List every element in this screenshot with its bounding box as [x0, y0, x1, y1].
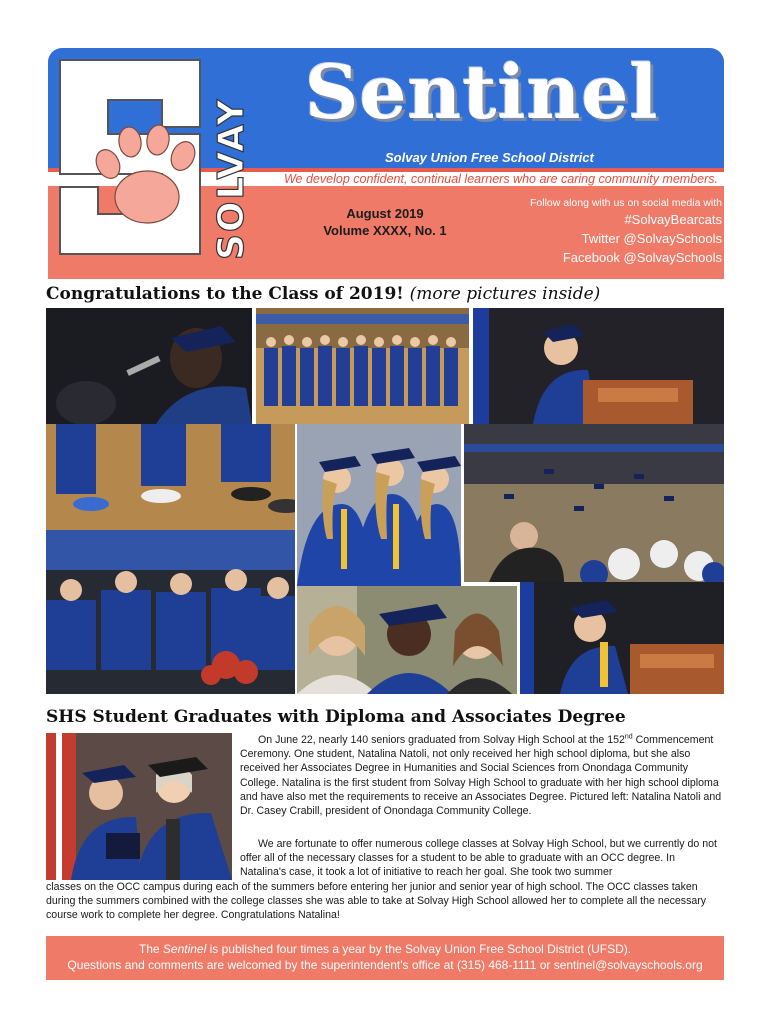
photo-seated-graduates: [46, 530, 295, 694]
logo-word-text: SOLVAY: [211, 97, 252, 260]
social-lead: Follow along with us on social media with: [529, 197, 722, 209]
solvay-s-logo: [50, 52, 215, 262]
issue-info: [300, 205, 470, 239]
article-paragraph-3: classes on the OCC campus during each of the summers before entering her junior and senior year of high school. The OCC classes taken during the summers combined with the college classes she was able to take at Solvay High School allowed her to complete all the necessary course work to complete her degree. Congratulations Natalina!: [46, 881, 707, 922]
photo-podium-boy: [520, 582, 724, 694]
social-hashtag[interactable]: #SolvayBearcats: [624, 212, 722, 227]
article-paragraph-1-a: On June 22, nearly 140 seniors graduated from Solvay High School at the 152: [258, 734, 625, 746]
photo-singer: [46, 308, 252, 424]
footer-line-1-a: The: [138, 942, 163, 956]
issue-date: August 2019: [346, 206, 424, 221]
logo-vertical-word: [205, 62, 255, 262]
article-paragraph-1: [240, 733, 722, 818]
photo-natalina-crabill: [46, 733, 232, 880]
district-name: Solvay Union Free School District: [385, 150, 594, 165]
footer-line-2[interactable]: Questions and comments are welcomed by the superintendent's office at (315) 468-1111 or sentinel@solvayschools.org: [67, 958, 703, 972]
photo-podium-speaker: [473, 308, 724, 424]
social-facebook[interactable]: Facebook @SolvaySchools: [562, 250, 722, 265]
congrats-headline: [46, 284, 600, 304]
issue-volume: Volume XXXX, No. 1: [323, 223, 447, 238]
footer-publication-name: Sentinel: [162, 942, 207, 956]
ordinal-suffix: nd: [624, 733, 633, 741]
footer-line-1: [46, 941, 724, 957]
article-paragraph-1-b: Commencement Ceremony. One student, Natalina Natoli, not only received her high school diploma, but she also received her Associates Degree in Humanities and Social Sciences from Onondaga Community College. Natalina is the first student from Solvay High School to graduate with her high school diploma and have also met the requirements to receive an Associates Degree. Pictured left: Natalina Natoli and Dr. Casey Crabill, president of Onondaga Community College.: [240, 734, 722, 818]
article-paragraph-2: We are fortunate to offer numerous college classes at Solvay High School, but we currently do not offer all of the necessary classes for a student to be able to graduate with an OCC degree. In Natalina's case, it took a lot of initiative to reach her goal. She took two summer: [240, 838, 717, 879]
congrats-headline-text: Congratulations to the Class of 2019!: [46, 284, 404, 304]
photo-graduate-shoes: [46, 424, 295, 530]
mission-tagline: We develop confident, continual learners who are caring community members.: [278, 172, 724, 186]
photo-cap-toss: [464, 424, 724, 582]
footer-line-1-b: is published four times a year by the Solvay Union Free School District (UFSD).: [206, 942, 632, 956]
congrats-headline-note: (more pictures inside): [409, 284, 601, 304]
photo-class-group: [256, 308, 469, 424]
photo-family-selfie: [297, 586, 517, 694]
photo-three-graduates: [297, 424, 461, 586]
newsletter-title: Sentinel: [305, 50, 659, 136]
social-media-block: [530, 196, 722, 267]
social-twitter[interactable]: Twitter @SolvaySchools: [581, 231, 722, 246]
article-headline: SHS Student Graduates with Diploma and Associates Degree: [46, 707, 626, 727]
footer-banner: [46, 936, 724, 980]
